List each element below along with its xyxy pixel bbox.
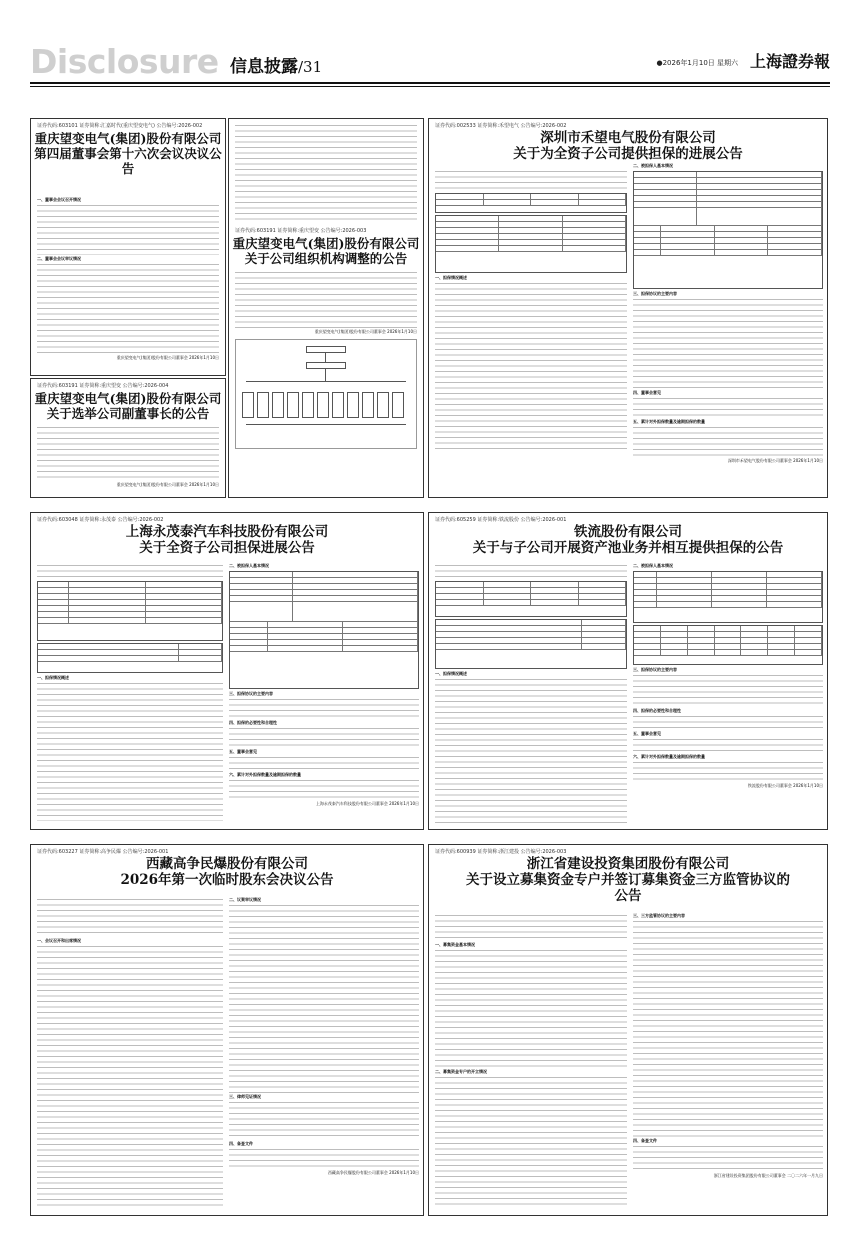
notice-title-line: 铁流股份有限公司	[574, 524, 682, 540]
notice-asset-pool-tieliu	[428, 512, 828, 830]
notice-title	[31, 856, 423, 888]
section-heading: 二、被担保人基本情况	[229, 563, 269, 568]
org-chart-node	[306, 362, 346, 369]
org-chart-dept	[347, 392, 359, 418]
right-column	[633, 563, 823, 789]
body-text	[37, 180, 219, 196]
notice-signature: 上海永茂泰汽车科技股份有限公司董事会 2026年1月10日	[315, 801, 419, 806]
section-heading: 五、累计对外担保数量及逾期担保的数量	[633, 419, 705, 424]
notice-shareholder-meeting-gaozheng	[30, 844, 424, 1216]
notice-board-resolution	[30, 118, 226, 376]
body-text	[633, 425, 823, 457]
company-info-table	[633, 171, 823, 289]
section-heading: 二、被担保人基本情况	[633, 563, 673, 568]
body-text	[435, 281, 627, 451]
org-chart-dept	[332, 392, 344, 418]
org-chart-dept	[242, 392, 254, 418]
org-chart-dept	[257, 392, 269, 418]
left-column	[37, 897, 223, 1207]
notice-title-line: 2026年第一次临时股东会决议公告	[120, 872, 334, 889]
body-text	[37, 425, 219, 481]
section-heading: 五、董事会意见	[229, 749, 257, 754]
notice-title-line: 上海永茂泰汽车科技股份有限公司	[125, 524, 329, 540]
notice-title-line: 关于选举公司副董事长的公告	[46, 406, 210, 421]
section-heading: 四、备查文件	[229, 1141, 253, 1146]
notice-title-line: 关于设立募集资金专户并签订募集资金三方监管协议的	[466, 872, 790, 889]
body-text	[633, 297, 823, 389]
body-text	[633, 919, 823, 1137]
body-text	[435, 563, 627, 579]
left-column	[435, 563, 627, 828]
notice-title-line: 第四届董事会第十六次会议决议公告	[34, 146, 222, 176]
body-text	[229, 697, 419, 719]
section-name: 信息披露	[230, 57, 298, 77]
notice-code: 证券代码:603048 证券简称:永茂泰 公告编号:2026-002	[37, 517, 164, 523]
org-chart-dept	[362, 392, 374, 418]
notice-title-line: 关于为全资子公司提供担保的进展公告	[513, 146, 743, 163]
body-text	[37, 944, 223, 1206]
notice-signature: 重庆望变电气(集团)股份有限公司董事会 2026年1月10日	[116, 355, 219, 360]
left-column	[435, 169, 627, 452]
section-heading: 三、担保协议的主要内容	[633, 667, 677, 672]
body-text	[633, 760, 823, 782]
org-chart-connector	[325, 369, 326, 381]
notice-body-continued	[229, 119, 423, 223]
body-text	[229, 726, 419, 748]
body-text	[633, 673, 823, 707]
guarantee-table	[435, 581, 627, 617]
masthead-rule	[30, 82, 830, 84]
body-text	[37, 262, 219, 354]
body-text	[37, 203, 219, 255]
section-heading: 一、担保情况概述	[435, 275, 467, 280]
notice-title	[429, 856, 827, 905]
masthead-rule-thin	[30, 86, 830, 87]
org-chart-connector	[246, 381, 406, 382]
body-text	[435, 1075, 627, 1205]
notice-title	[429, 130, 827, 162]
notice-title	[31, 131, 225, 176]
org-chart-dept	[302, 392, 314, 418]
notice-body	[31, 176, 225, 361]
notice-title-line: 重庆望变电气(集团)股份有限公司	[232, 236, 420, 251]
left-column	[435, 913, 627, 1206]
notice-title-line: 重庆望变电气(集团)股份有限公司	[34, 131, 222, 146]
disclosure-wordmark: Disclosure	[30, 42, 219, 81]
body-text	[633, 737, 823, 753]
notice-guarantee-yongmaotai	[30, 512, 424, 830]
notice-title-line: 西藏高争民爆股份有限公司	[146, 856, 308, 872]
section-heading: 二、被担保人基本情况	[633, 163, 673, 168]
right-column	[229, 897, 419, 1176]
body-text	[435, 913, 627, 941]
notice-signature: 重庆望变电气(集团)股份有限公司董事会 2026年1月10日	[314, 329, 417, 334]
right-column	[229, 563, 419, 807]
company-info-table	[229, 571, 419, 689]
masthead	[30, 44, 830, 80]
notice-org-structure	[228, 118, 424, 498]
section-heading: 四、董事会意见	[633, 390, 661, 395]
notice-title-line: 重庆望变电气(集团)股份有限公司	[34, 391, 222, 406]
notice-title	[31, 391, 225, 421]
notice-title	[429, 524, 827, 556]
guarantee-table	[37, 581, 223, 641]
notice-signature: 浙江省建设投资集团股份有限公司董事会 二〇二六年一月九日	[713, 1173, 823, 1178]
org-chart-connector	[325, 353, 326, 362]
notice-code: 证券代码:603101 证券简称:汇嘉时代(重庆望变电气) 公告编号:2026-002	[37, 123, 203, 129]
notice-title-line: 关于与子公司开展资产池业务并相互提供担保的公告	[472, 540, 784, 557]
body-text	[229, 1100, 419, 1140]
body-text	[633, 396, 823, 418]
section-heading: 一、担保情况概述	[37, 675, 69, 680]
page-number: /31	[298, 58, 323, 76]
notice-title-line: 关于全资子公司担保进展公告	[139, 540, 315, 557]
notice-signature: 铁流股份有限公司董事会 2026年1月10日	[747, 783, 823, 788]
notice-vice-chairman	[30, 378, 226, 498]
org-chart-connector	[246, 424, 406, 425]
body-text	[229, 1147, 419, 1169]
section-heading: 四、担保的必要性和合理性	[633, 708, 681, 713]
notice-signature: 西藏高争民爆股份有限公司董事会 2026年1月10日	[327, 1170, 419, 1175]
guarantee-summary-table	[37, 643, 223, 673]
body-text	[235, 123, 417, 223]
section-heading: 二、议案审议情况	[229, 897, 261, 902]
section-heading: 二、董事会会议审议情况	[37, 256, 81, 261]
org-chart-dept	[377, 392, 389, 418]
section-heading: 六、累计对外担保数量及逾期担保的数量	[633, 754, 705, 759]
issue-date: ●2026年1月10日 星期六	[656, 59, 738, 67]
notice-guarantee-progress-hopewind	[428, 118, 828, 498]
section-heading: 一、担保情况概述	[435, 671, 467, 676]
notice-title	[31, 524, 423, 556]
body-text	[229, 755, 419, 771]
body-text	[235, 270, 417, 328]
body-text	[435, 169, 627, 191]
section-heading: 三、律师见证情况	[229, 1094, 261, 1099]
notice-code: 证券代码:600939 证券简称:浙江建投 公告编号:2026-003	[435, 849, 567, 855]
notice-title-line: 浙江省建设投资集团股份有限公司	[526, 856, 730, 872]
org-chart-dept	[287, 392, 299, 418]
org-chart-dept	[392, 392, 404, 418]
right-column	[633, 913, 823, 1179]
notice-code: 证券代码:605259 证券简称:铁流股份 公告编号:2026-001	[435, 517, 567, 523]
org-chart	[235, 339, 417, 449]
org-chart-dept	[317, 392, 329, 418]
section-heading: 一、募集资金基本情况	[435, 942, 475, 947]
notice-title-line: 深圳市禾望电气股份有限公司	[540, 130, 716, 146]
section-heading: 四、备查文件	[633, 1138, 657, 1143]
body-text	[229, 903, 419, 1093]
section-title	[230, 52, 322, 77]
notice-code: 证券代码:603227 证券简称:高争民爆 公告编号:2026-001	[37, 849, 169, 855]
section-heading: 六、累计对外担保数量及逾期担保的数量	[229, 772, 301, 777]
section-heading: 三、三方监管协议的主要内容	[633, 913, 685, 918]
notice-title	[229, 236, 423, 266]
company-info-table	[633, 571, 823, 623]
guarantee-detail-table	[435, 215, 627, 273]
guarantee-table	[435, 193, 627, 213]
notice-code: 证券代码:002533 证券简称:禾望电气 公告编号:2026-002	[435, 123, 567, 129]
body-text	[229, 778, 419, 800]
right-column	[633, 163, 823, 464]
body-text	[633, 1144, 823, 1172]
org-chart-dept	[272, 392, 284, 418]
section-heading: 四、担保的必要性和合理性	[229, 720, 277, 725]
section-heading: 三、担保协议的主要内容	[229, 691, 273, 696]
section-heading: 二、募集资金专户的开立情况	[435, 1069, 487, 1074]
section-heading: 一、董事会会议召开情况	[37, 197, 81, 202]
section-heading: 三、担保协议的主要内容	[633, 291, 677, 296]
notice-body	[229, 266, 423, 449]
notice-code: 证券代码:603191 证券简称:重庆望变 公告编号:2026-004	[37, 383, 169, 389]
notice-signature: 重庆望变电气(集团)股份有限公司董事会 2026年1月10日	[116, 482, 219, 487]
body-text	[435, 677, 627, 827]
notice-code: 证券代码:603191 证券简称:重庆望变 公告编号:2026-003	[235, 228, 367, 234]
body-text	[435, 948, 627, 1068]
notice-body	[31, 421, 225, 488]
body-text	[37, 563, 223, 579]
body-text	[633, 714, 823, 730]
org-chart-node	[306, 346, 346, 353]
notice-title-line: 公告	[614, 888, 642, 905]
body-text	[37, 897, 223, 937]
notice-title-line: 关于公司组织机构调整的公告	[244, 251, 408, 266]
section-heading: 五、董事会意见	[633, 731, 661, 736]
guarantee-detail-table	[435, 619, 627, 669]
notice-signature: 深圳市禾望电气股份有限公司董事会 2026年1月10日	[727, 458, 823, 463]
body-text	[37, 681, 223, 821]
section-heading: 一、会议召开和出席情况	[37, 938, 81, 943]
left-column	[37, 563, 223, 822]
financial-data-table	[633, 625, 823, 665]
notice-fund-account-zjjt	[428, 844, 828, 1216]
newspaper-logo: 上海證券報	[749, 52, 830, 71]
